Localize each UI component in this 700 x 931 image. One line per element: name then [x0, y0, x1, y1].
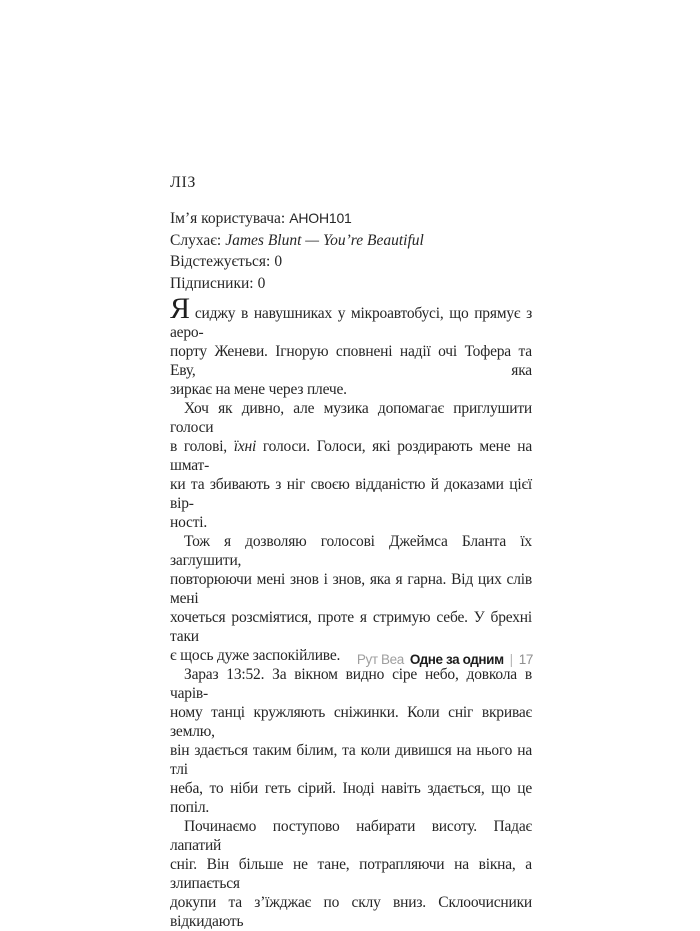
body-line: [170, 855, 532, 893]
text-run: зиркає на мене через плече.: [170, 381, 347, 398]
profile-block: [170, 208, 532, 294]
body-line: [170, 817, 532, 855]
text-run: є щось дуже заспокійливе.: [170, 647, 341, 664]
profile-row-listening: [170, 230, 532, 252]
profile-label-following: Відстежується:: [170, 253, 271, 270]
body-line: [170, 399, 532, 437]
profile-label-subscribers: Підписники:: [170, 274, 254, 292]
profile-row-username: [170, 208, 532, 230]
body-line: [170, 741, 532, 779]
profile-value-subscribers: 0: [257, 274, 266, 292]
footer-book-title: Одне за одним: [409, 652, 504, 667]
text-run: Хоч як дивно, але музика допомагає приглушити голоси: [170, 400, 532, 436]
profile-value-following: 0: [274, 253, 283, 270]
emphasized-text: їхні: [233, 438, 257, 455]
text-run: голоси. Голоси, які роздирають мене на шмат-: [170, 438, 532, 474]
footer-page-number: 17: [518, 652, 533, 667]
text-run: докупи та з’їжджає по склу вниз. Склоочисники відкидають: [170, 894, 532, 930]
profile-label-listening: Слухає:: [170, 231, 222, 249]
body-line: [170, 342, 532, 380]
body-line: [170, 475, 532, 513]
body-line: [170, 665, 532, 703]
profile-row-subscribers: [170, 273, 532, 295]
footer-author: Рут Веа: [356, 652, 404, 667]
body-line: [170, 893, 532, 931]
body-line: [170, 779, 532, 817]
body-line: [170, 570, 532, 608]
text-run: повторюючи мені знов і знов, яка я гарна. Від цих слів мені: [170, 571, 532, 607]
body-line: [170, 532, 532, 570]
text-run: ному танці кружляють сніжинки. Коли сніг вкриває землю,: [170, 704, 532, 740]
chapter-title: ЛІЗ: [170, 174, 196, 191]
text-run: ки та збивають з ніг своєю відданістю й доказами цієї вір-: [170, 476, 532, 512]
profile-label-username: Ім’я користувача:: [170, 210, 286, 227]
footer-separator: |: [509, 652, 513, 667]
text-run: ності.: [170, 514, 208, 531]
body-line: [170, 292, 532, 342]
text-run: він здається таким білим, та коли дивишся на нього на тлі: [170, 742, 532, 778]
text-run: Зараз 13:52. За вікном видно сіре небо, довкола в чарів-: [170, 666, 532, 702]
drop-cap: Я: [170, 292, 190, 325]
body-text: [170, 292, 532, 931]
text-run: в голові,: [170, 438, 234, 455]
profile-value-listening: James Blunt — You’re Beautiful: [225, 231, 424, 249]
body-line: [170, 703, 532, 741]
text-run: сніг. Він більше не тане, потрапляючи на вікна, а злипається: [170, 856, 532, 892]
body-line: [170, 380, 532, 399]
text-run: сиджу в навушниках у мікроавтобусі, що прямує з аеро-: [170, 305, 532, 341]
text-run: хочеться розсміятися, проте я стримую себе. У брехні таки: [170, 609, 532, 645]
text-run: неба, то ніби геть сірий. Іноді навіть здається, що це попіл.: [170, 780, 532, 816]
profile-value-username: АНОН101: [289, 210, 352, 226]
text-run: Починаємо поступово набирати висоту. Падає лапатий: [170, 818, 532, 854]
profile-row-following: [170, 251, 532, 273]
text-run: порту Женеви. Ігнорую сповнені надії очі Тофера та Еву, яка: [170, 343, 532, 379]
body-line: [170, 437, 532, 475]
page-footer: [170, 652, 533, 667]
body-line: [170, 608, 532, 646]
text-run: Тож я дозволяю голосові Джеймса Бланта їх заглушити,: [170, 533, 532, 569]
body-line: [170, 513, 532, 532]
